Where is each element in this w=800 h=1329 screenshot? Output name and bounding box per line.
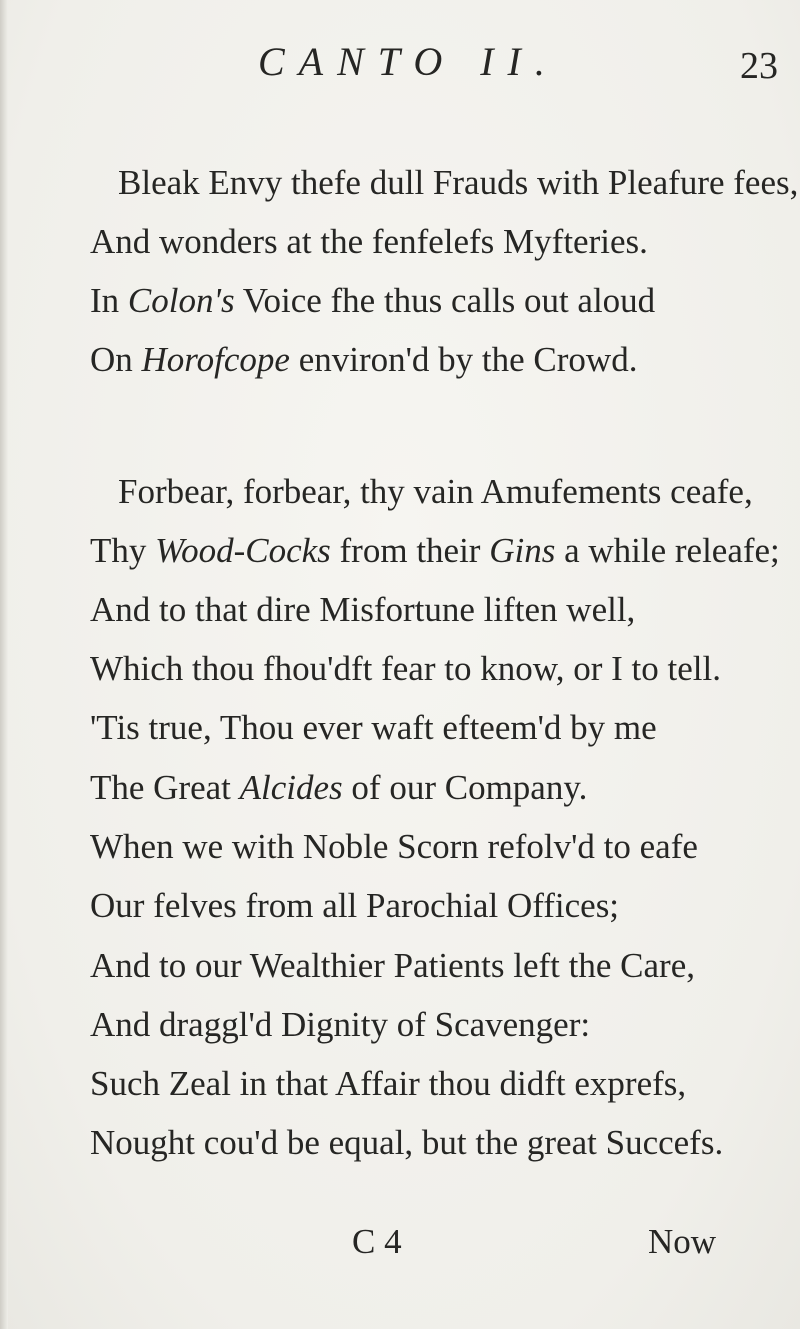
- verse-line: On Horofcope environ'd by the Crowd.: [90, 340, 638, 379]
- verse-line: Our felves from all Parochial Offices;: [90, 886, 620, 925]
- verse-line: Forbear, forbear, thy vain Amufements ceafe,: [118, 472, 753, 511]
- verse-line: Bleak Envy thefe dull Frauds with Pleafure fees,: [118, 163, 799, 202]
- verse-line: In Colon's Voice fhe thus calls out aloud: [90, 281, 656, 320]
- running-head: [0, 38, 800, 88]
- page-number: 23: [740, 45, 778, 87]
- verse-line: And to that dire Misfortune liften well,: [90, 590, 636, 629]
- verse-line: Such Zeal in that Affair thou didft exprefs,: [90, 1064, 687, 1103]
- binding-edge: [0, 0, 8, 1329]
- verse-line: When we with Noble Scorn refolv'd to eafe: [90, 827, 698, 866]
- catchword: Now: [648, 1222, 717, 1261]
- verse-line: Thy Wood-Cocks from their Gins a while releafe;: [90, 531, 780, 570]
- verse-line: And to our Wealthier Patients left the Care,: [90, 946, 695, 985]
- running-head-title: CANTO II.: [258, 39, 559, 84]
- verse-line: Which thou fhou'dft fear to know, or I to tell.: [90, 649, 721, 688]
- signature-mark: C 4: [352, 1222, 402, 1261]
- verse-line: The Great Alcides of our Company.: [90, 768, 588, 807]
- verse-line: Nought cou'd be equal, but the great Succefs.: [90, 1123, 724, 1162]
- verse-line: And draggl'd Dignity of Scavenger:: [90, 1005, 591, 1044]
- verse-line: And wonders at the fenfelefs Myfteries.: [90, 222, 648, 261]
- verse-line: 'Tis true, Thou ever waft efteem'd by me: [90, 708, 657, 747]
